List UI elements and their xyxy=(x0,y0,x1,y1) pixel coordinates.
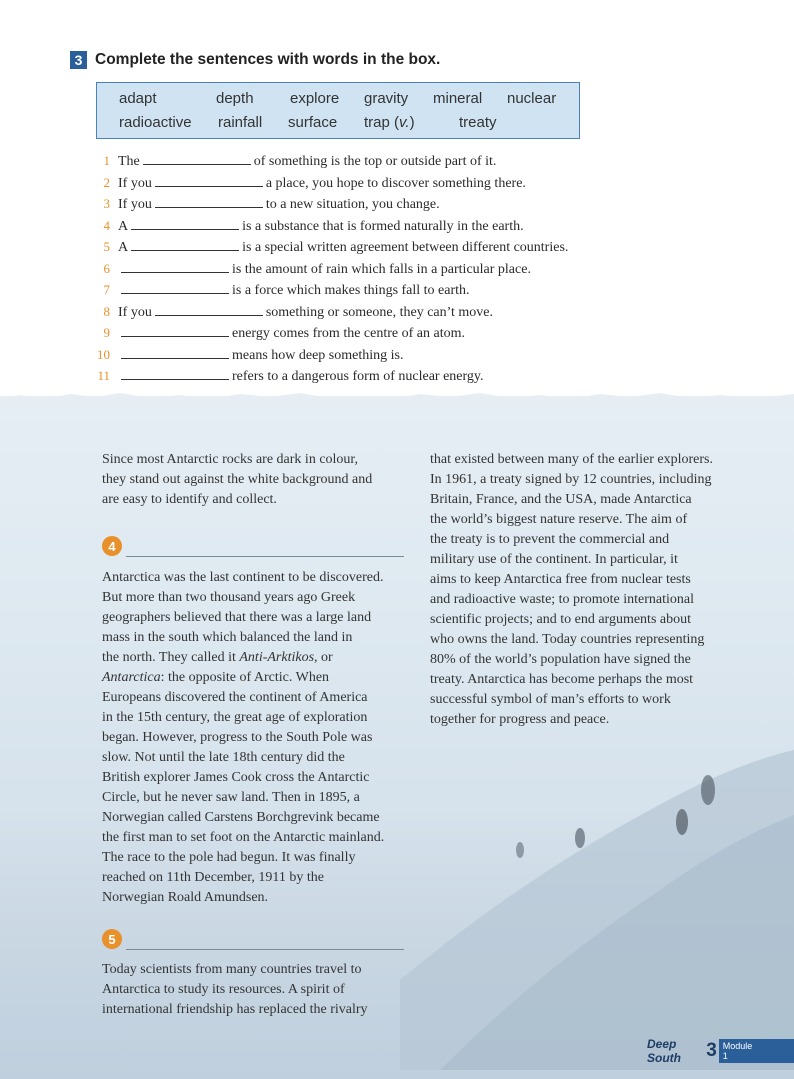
text-line: treaty. Antarctica has become perhaps the most xyxy=(430,672,694,687)
text-line: are easy to identify and collect. xyxy=(102,492,277,507)
exercise-sentence xyxy=(90,236,650,258)
text-line: Europeans discovered the continent of America xyxy=(102,690,368,705)
torn-paper-edge xyxy=(0,384,794,408)
text-line: that existed between many of the earlier explorers. xyxy=(430,452,713,467)
sentence-number: 1 xyxy=(103,153,110,168)
sentence-number: 7 xyxy=(103,282,110,297)
section-5-badge: 5 xyxy=(102,929,122,949)
text-line: they stand out against the white background and xyxy=(102,472,373,487)
word-box-word: treaty xyxy=(459,114,497,131)
sentence-text xyxy=(118,150,496,173)
text-line: Antarctica: the opposite of Arctic. When xyxy=(102,670,330,685)
reading-right-column xyxy=(430,450,730,730)
text-line: Since most Antarctic rocks are dark in colour, xyxy=(102,452,359,467)
sentence-text xyxy=(118,172,526,195)
text-line: military use of the continent. In particular, it xyxy=(430,552,678,567)
sentence-text xyxy=(118,236,568,259)
text-line: aims to keep Antarctica free from nuclear tests xyxy=(430,572,691,587)
text-line: Antarctica was the last continent to be discovered. xyxy=(102,570,384,585)
section-4-rule xyxy=(126,556,404,557)
section-4-badge: 4 xyxy=(102,536,122,556)
word-box-word: gravity xyxy=(364,90,409,107)
text-line: 80% of the world’s population have signed the xyxy=(430,652,691,667)
exercise-sentence xyxy=(90,193,650,215)
text-line: international friendship has replaced the rivalry xyxy=(102,1002,368,1017)
exercise-instruction: Complete the sentences with words in the box. xyxy=(95,51,441,68)
sentence-number: 6 xyxy=(103,260,110,276)
exercise-sentence xyxy=(90,150,650,172)
sentence-start: If you xyxy=(118,304,152,320)
text-line: The race to the pole had begun. It was finally xyxy=(102,850,356,865)
section-4-text xyxy=(102,568,404,908)
answer-blank[interactable] xyxy=(121,344,229,359)
word-box-word: adapt xyxy=(119,90,157,107)
word-box-word: trap (v.) xyxy=(364,114,415,131)
page-footer xyxy=(647,1037,794,1065)
section-5-rule xyxy=(126,949,404,950)
answer-blank[interactable] xyxy=(131,236,239,251)
answer-blank[interactable] xyxy=(155,301,263,316)
sentence-text xyxy=(118,258,531,281)
sentence-end: means how deep something is. xyxy=(232,347,404,363)
sentence-end: is a force which makes things fall to earth. xyxy=(232,283,470,298)
text-line: successful symbol of man’s efforts to work xyxy=(430,692,671,707)
sentence-number: 11 xyxy=(97,368,110,383)
text-line: together for progress and peace. xyxy=(430,712,610,727)
word-box-word: mineral xyxy=(433,90,483,107)
text-line: Norwegian called Carstens Borchgrevink became xyxy=(102,810,380,825)
text-line: the world’s biggest nature reserve. The aim of xyxy=(430,512,688,527)
text-line: reached on 11th December, 1911 by the xyxy=(102,870,324,885)
answer-blank[interactable] xyxy=(131,215,239,230)
sentence-text xyxy=(118,279,470,302)
section-5-text xyxy=(102,960,404,1020)
text-line: Britain, France, and the USA, made Antarctica xyxy=(430,492,692,507)
text-line: Circle, but he never saw land. Then in 1895, a xyxy=(102,790,360,805)
text-line: the treaty is to prevent the commercial and xyxy=(430,532,670,547)
sentence-end: is the amount of rain which falls in a particular place. xyxy=(232,261,531,277)
page-number: 3 xyxy=(706,1040,717,1061)
word-box-word: nuclear xyxy=(507,90,557,107)
sentence-end: is a special written agreement between different countries. xyxy=(242,240,569,255)
sentence-number: 10 xyxy=(97,346,110,362)
text-line: geographers believed that there was a large land xyxy=(102,610,372,625)
sentence-start: A xyxy=(118,218,129,234)
exercise-heading xyxy=(70,51,440,69)
sentence-end: something or someone, they can’t move. xyxy=(265,304,494,320)
text-line: Today scientists from many countries travel to xyxy=(102,962,362,977)
exercise-sentence xyxy=(90,279,650,301)
sentence-text xyxy=(118,344,403,367)
text-line: British explorer James Cook cross the Antarctic xyxy=(102,770,370,785)
exercise-sentence xyxy=(90,344,650,366)
answer-blank[interactable] xyxy=(143,150,251,165)
sentence-number: 2 xyxy=(103,174,110,190)
answer-blank[interactable] xyxy=(121,322,229,337)
sentence-text xyxy=(118,322,465,345)
sentence-text xyxy=(118,193,440,216)
sentence-end: is a substance that is formed naturally in the earth. xyxy=(242,218,524,234)
word-box xyxy=(96,82,580,139)
answer-blank[interactable] xyxy=(155,172,263,187)
text-line: began. However, progress to the South Pole was xyxy=(102,730,373,745)
word-box-word: radioactive xyxy=(119,114,192,131)
exercise-sentence xyxy=(90,172,650,194)
text-line: scientific projects; and to end arguments about xyxy=(430,612,692,627)
reading-intro xyxy=(102,450,404,510)
sentence-end: refers to a dangerous form of nuclear energy. xyxy=(232,369,484,384)
text-line: and radioactive waste; to promote international xyxy=(430,592,694,607)
text-line: mass in the south which balanced the land in xyxy=(102,630,353,645)
module-label: Module 1 xyxy=(719,1039,794,1063)
answer-blank[interactable] xyxy=(121,365,229,380)
word-box-word: depth xyxy=(216,90,254,107)
answer-blank[interactable] xyxy=(155,193,263,208)
word-box-word: rainfall xyxy=(218,114,263,131)
text-line: Norwegian Roald Amundsen. xyxy=(102,890,269,905)
sentence-end: energy comes from the centre of an atom. xyxy=(232,326,465,341)
exercise-sentence xyxy=(90,215,650,237)
exercise-sentence xyxy=(90,301,650,323)
exercise-sentence-list xyxy=(90,150,650,387)
answer-blank[interactable] xyxy=(121,279,229,294)
sentence-end: to a new situation, you change. xyxy=(265,197,440,212)
sentence-number: 9 xyxy=(103,325,110,340)
sentence-start: If you xyxy=(118,175,152,191)
sentence-start: The xyxy=(118,154,140,169)
sentence-end: of something is the top or outside part of it. xyxy=(253,154,497,169)
footer-title: Deep South xyxy=(647,1037,681,1065)
sentence-end: a place, you hope to discover something there. xyxy=(265,175,526,191)
sentence-text xyxy=(118,215,524,238)
text-line: In 1961, a treaty signed by 12 countries, including xyxy=(430,472,712,487)
exercise-sentence xyxy=(90,322,650,344)
sentence-start: A xyxy=(118,240,129,255)
answer-blank[interactable] xyxy=(121,258,229,273)
sentence-number: 8 xyxy=(103,303,110,319)
exercise-number-badge: 3 xyxy=(70,51,87,69)
sentence-text xyxy=(118,301,493,324)
sentence-start: If you xyxy=(118,197,152,212)
text-line: the north. They called it Anti-Arktikos, or xyxy=(102,650,333,665)
sentence-number: 3 xyxy=(103,196,110,211)
sentence-number: 4 xyxy=(103,217,110,233)
text-line: slow. Not until the late 18th century did the xyxy=(102,750,345,765)
word-box-word: surface xyxy=(288,114,338,131)
sentence-number: 5 xyxy=(103,239,110,254)
text-line: Antarctica to study its resources. A spirit of xyxy=(102,982,345,997)
exercise-sentence xyxy=(90,258,650,280)
text-line: in the 15th century, the great age of exploration xyxy=(102,710,368,725)
text-line: the first man to set foot on the Antarctic mainland. xyxy=(102,830,385,845)
word-box-word: explore xyxy=(290,90,340,107)
snowy-slope-illustration xyxy=(400,720,794,1070)
text-line: But more than two thousand years ago Greek xyxy=(102,590,356,605)
text-line: who owns the land. Today countries representing xyxy=(430,632,705,647)
